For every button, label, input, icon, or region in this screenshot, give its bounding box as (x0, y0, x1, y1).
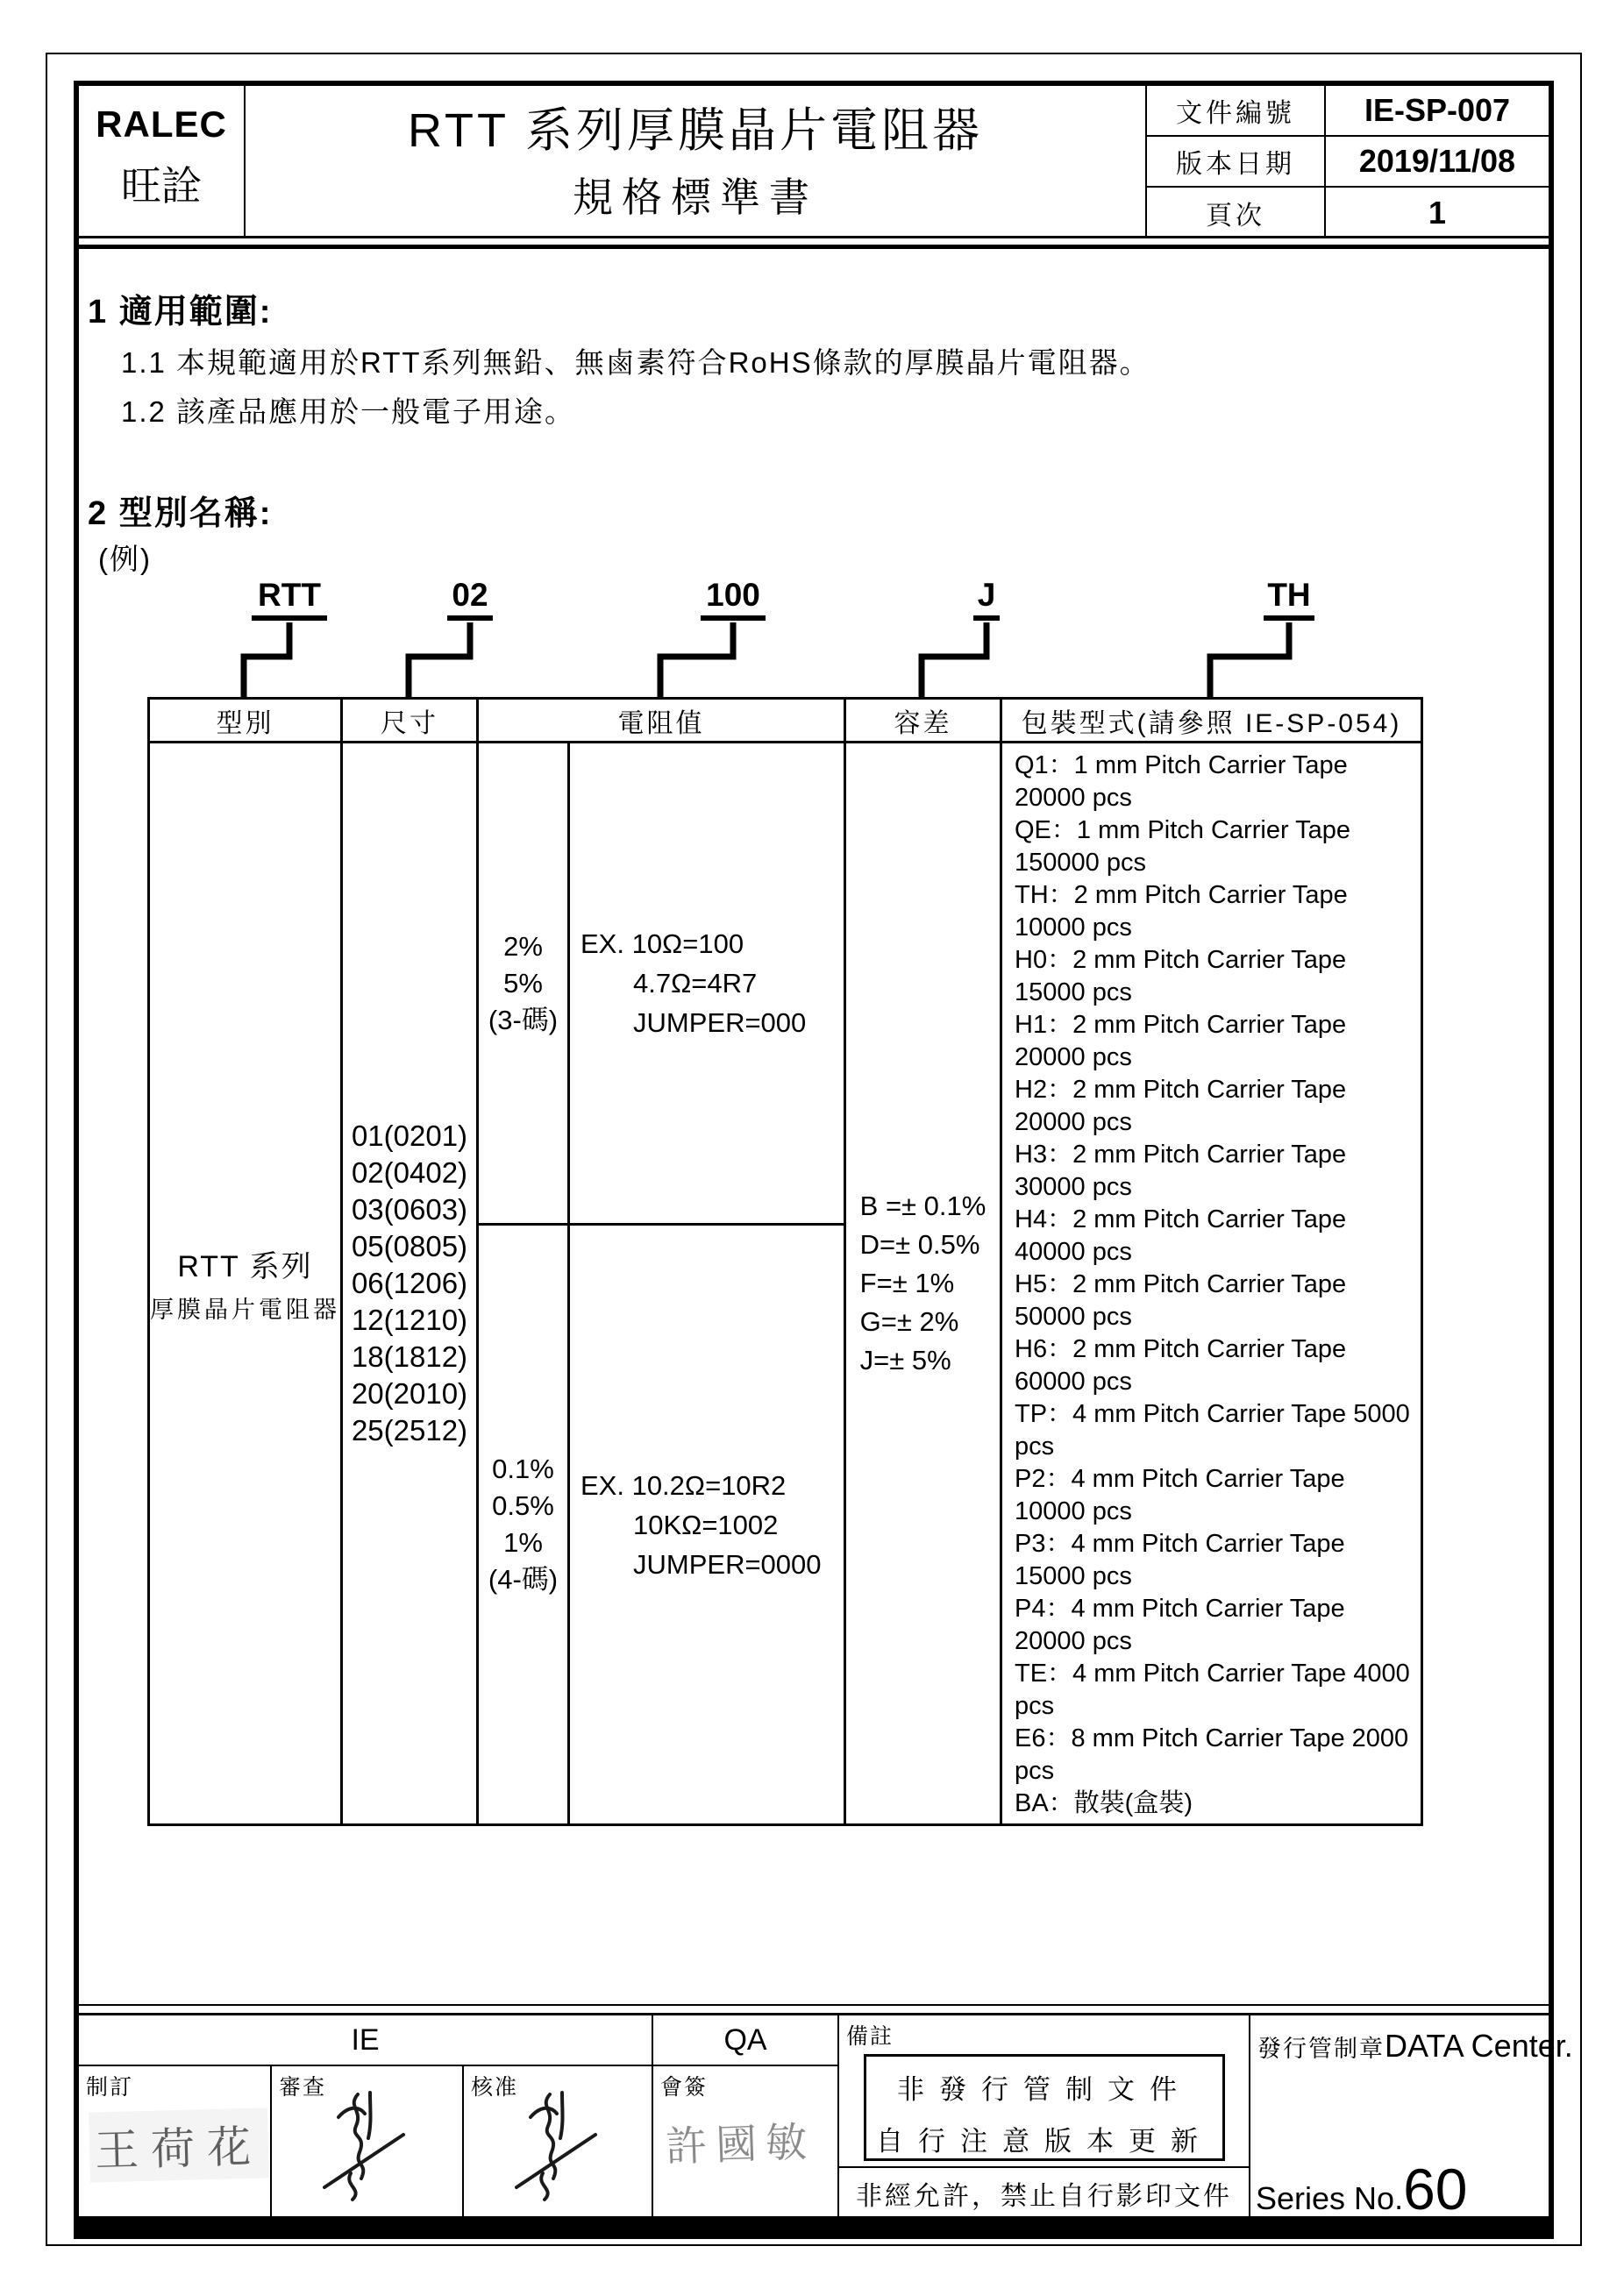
draft-signature: 王荷花 (89, 2108, 269, 2182)
series-number (1256, 2157, 1468, 2221)
type-description: 厚膜晶片電阻器 (150, 1297, 340, 1323)
review-signature-scribble (312, 2087, 417, 2203)
doc-number-label: 文件編號 (1147, 86, 1326, 135)
approve-label: 核准 (471, 2075, 519, 2100)
size-item: 20(2010) (351, 1377, 468, 1410)
packaging-item: H5：2 mm Pitch Carrier Tape 50000 pcs (1015, 1270, 1347, 1331)
example-line: JUMPER=000 (633, 1007, 807, 1039)
page-number-label: 頁次 (1147, 188, 1326, 238)
table-header-row (149, 699, 1422, 743)
scope-heading: 1 適用範圍: (88, 294, 273, 331)
model-heading: 2 型別名稱: (88, 495, 273, 532)
draft-label: 制訂 (86, 2075, 134, 2100)
packaging-item: H0：2 mm Pitch Carrier Tape 15000 pcs (1015, 946, 1347, 1006)
tolerance-item: J=± 5% (859, 1345, 951, 1375)
copy-prohibition-note: 非經允許，禁止自行影印文件 (839, 2166, 1249, 2219)
code-item: (4-碼) (488, 1564, 559, 1596)
size-item: 01(0201) (351, 1120, 468, 1152)
col-header-resistance: 電阻值 (478, 699, 845, 743)
size-cell (342, 743, 478, 1825)
tolerance-item: B =± 0.1% (859, 1191, 987, 1221)
col-header-type: 型別 (149, 699, 342, 743)
col-header-tolerance: 容差 (845, 699, 1001, 743)
code-item: 1% (503, 1527, 543, 1559)
tolerance-list (860, 1187, 987, 1380)
packaging-item: TH：2 mm Pitch Carrier Tape 10000 pcs (1015, 881, 1348, 942)
packaging-item: TE：4 mm Pitch Carrier Tape 4000 pcs (1015, 1660, 1410, 1720)
packaging-item: H1：2 mm Pitch Carrier Tape 20000 pcs (1015, 1011, 1347, 1071)
part-label-packaging: TH (1264, 577, 1314, 621)
tolerance-item: D=± 0.5% (859, 1229, 980, 1260)
type-cell (149, 743, 342, 1825)
resistance-4digit-codes (478, 1225, 569, 1825)
company-name-zh: 旺詮 (121, 163, 202, 209)
size-item: 12(1210) (351, 1304, 468, 1336)
code-item: 0.1% (492, 1454, 554, 1485)
packaging-item: Q1：1 mm Pitch Carrier Tape 20000 pcs (1015, 751, 1348, 812)
code-item: (3-碼) (488, 1004, 559, 1035)
part-number-connector-lines (0, 0, 1624, 701)
issue-control-stamp (1257, 2028, 1573, 2065)
doc-number-value: IE-SP-007 (1364, 92, 1511, 128)
page-number-value: 1 (1428, 195, 1447, 231)
review-signature-cell (272, 2066, 464, 2219)
model-example-label: (例) (98, 543, 152, 575)
size-item: 18(1812) (351, 1340, 468, 1373)
size-item: 25(2512) (351, 1414, 468, 1447)
packaging-item: P3：4 mm Pitch Carrier Tape 15000 pcs (1015, 1530, 1345, 1590)
countersign-signature-cell (653, 2066, 839, 2219)
series-number-label: Series No. (1256, 2180, 1404, 2216)
issue-control-label: 發行管制章 (1257, 2036, 1385, 2062)
scope-item-2: 1.2 該產品應用於一般電子用途。 (121, 395, 576, 428)
approve-signature-cell (464, 2066, 653, 2219)
footer-dept-qa: QA (653, 2015, 839, 2066)
col-header-size: 尺寸 (342, 699, 478, 743)
size-item: 06(1206) (351, 1267, 468, 1299)
part-number-spec-table (147, 697, 1423, 1826)
table-body-row-1 (149, 743, 1422, 1225)
packaging-item: H3：2 mm Pitch Carrier Tape 30000 pcs (1015, 1141, 1347, 1201)
example-line: 10KΩ=1002 (633, 1509, 779, 1540)
issue-control-cell (1250, 2015, 1573, 2221)
remark-box-line2: 自行注意版本更新 (876, 2126, 1213, 2157)
size-item: 03(0603) (351, 1193, 468, 1226)
packaging-item: QE：1 mm Pitch Carrier Tape 150000 pcs (1015, 816, 1351, 877)
remark-cell (839, 2015, 1250, 2219)
version-date-value: 2019/11/08 (1358, 143, 1516, 179)
packaging-item: H6：2 mm Pitch Carrier Tape 60000 pcs (1015, 1335, 1347, 1396)
remark-box (864, 2054, 1225, 2161)
code-item: 0.5% (492, 1490, 554, 1522)
scope-item-1: 1.1 本規範適用於RTT系列無鉛、無鹵素符合RoHS條款的厚膜晶片電阻器。 (121, 346, 1150, 379)
packaging-item: H4：2 mm Pitch Carrier Tape 40000 pcs (1015, 1205, 1347, 1266)
tolerance-item: G=± 2% (859, 1306, 959, 1337)
issue-control-value: DATA Center. (1385, 2028, 1573, 2064)
draft-signature-cell (79, 2066, 272, 2219)
size-item: 02(0402) (351, 1156, 468, 1189)
version-date-label: 版本日期 (1147, 137, 1326, 186)
code-item: 2% (503, 930, 543, 962)
resistance-3digit-examples (569, 743, 845, 1225)
remark-label: 備註 (846, 2024, 894, 2049)
example-line: EX. 10Ω=100 (581, 928, 744, 960)
review-label: 審查 (279, 2075, 327, 2100)
countersign-label: 會簽 (660, 2075, 709, 2100)
series-number-value: 60 (1403, 2157, 1468, 2221)
footer-divider-line (79, 2004, 1549, 2006)
company-name-en: RALEC (96, 103, 227, 145)
example-line: EX. 10.2Ω=10R2 (581, 1469, 787, 1501)
example-line: 4.7Ω=4R7 (633, 968, 758, 999)
resistance-4digit-examples (569, 1225, 845, 1825)
part-label-tolerance: J (973, 577, 1000, 621)
approve-signature-scribble (504, 2087, 609, 2203)
packaging-item: E6：8 mm Pitch Carrier Tape 2000 pcs (1015, 1724, 1409, 1785)
packaging-item: TP：4 mm Pitch Carrier Tape 5000 pcs (1015, 1400, 1410, 1461)
part-label-series: RTT (252, 577, 327, 621)
footer-dept-ie: IE (79, 2015, 653, 2066)
remark-box-line1: 非發行管制文件 (897, 2074, 1192, 2105)
approval-footer (79, 2013, 1573, 2221)
code-item: 5% (503, 967, 543, 999)
size-item: 05(0805) (351, 1230, 468, 1262)
part-label-size: 02 (447, 577, 493, 621)
tolerance-item: F=± 1% (859, 1268, 955, 1298)
document-title-line1: RTT 系列厚膜晶片電阻器 (407, 104, 984, 157)
tolerance-cell (845, 743, 1001, 1825)
packaging-item: BA：散裝(盒裝) (1015, 1789, 1193, 1817)
type-series: RTT 系列 (177, 1250, 313, 1283)
packaging-item: H2：2 mm Pitch Carrier Tape 20000 pcs (1015, 1076, 1347, 1136)
part-label-resistance: 100 (701, 577, 766, 621)
document-title-line2: 規格標準書 (573, 174, 818, 220)
countersign-signature: 許國敏 (665, 2118, 816, 2170)
packaging-item: P2：4 mm Pitch Carrier Tape 10000 pcs (1015, 1465, 1345, 1525)
col-header-packaging: 包裝型式(請參照 IE-SP-054) (1001, 699, 1422, 743)
packaging-item: P4：4 mm Pitch Carrier Tape 20000 pcs (1015, 1595, 1345, 1655)
example-line: JUMPER=0000 (633, 1548, 822, 1580)
resistance-3digit-codes (478, 743, 569, 1225)
packaging-cell (1001, 743, 1422, 1825)
